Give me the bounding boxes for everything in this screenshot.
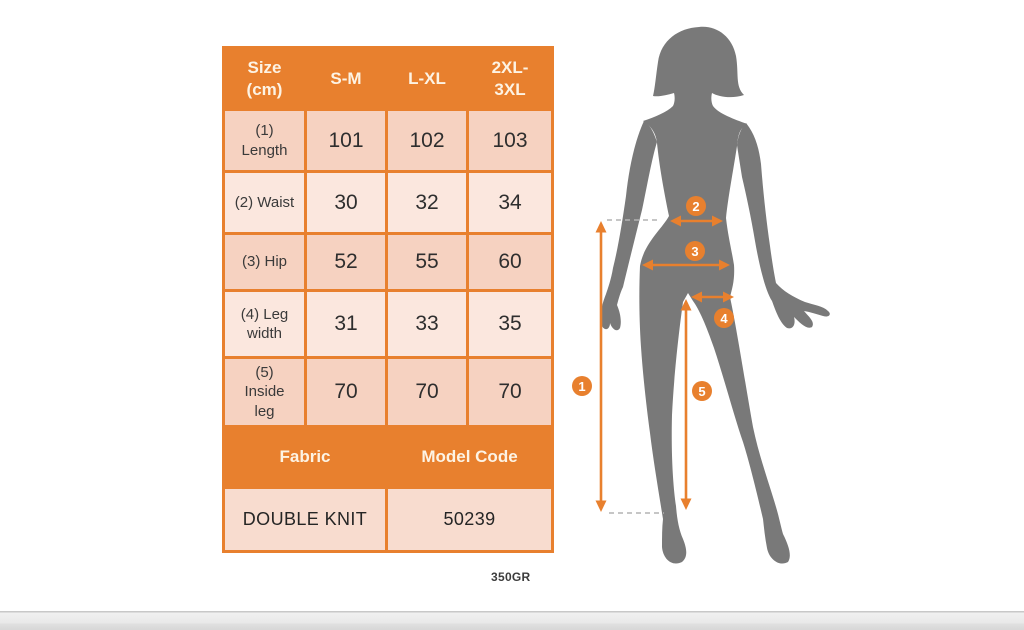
cell-leg-width-2xl3xl: 35 xyxy=(468,291,553,358)
size-chart-table xyxy=(222,46,554,553)
header-line: (cm) xyxy=(246,79,283,99)
cell-inside-leg-sm: 70 xyxy=(306,358,387,427)
cell-waist-2xl3xl: 34 xyxy=(468,172,553,234)
column-header-s-m xyxy=(306,48,387,110)
column-header-2xl-3xl xyxy=(468,48,553,110)
measurement-arrow-5-inside-leg xyxy=(681,299,692,510)
row-label-leg-width xyxy=(224,291,306,358)
cell-length-sm: 101 xyxy=(306,110,387,172)
table-row-waist xyxy=(224,172,553,234)
cell-inside-leg-lxl: 70 xyxy=(387,358,468,427)
header-line: Size xyxy=(247,58,282,78)
column-header-l-xl xyxy=(387,48,468,110)
horizontal-scrollbar[interactable] xyxy=(0,611,1024,630)
cell-length-lxl: 102 xyxy=(387,110,468,172)
weight-note: 350GR xyxy=(491,570,531,584)
cell-hip-lxl: 55 xyxy=(387,234,468,291)
measurement-arrow-1-length xyxy=(596,221,607,512)
label-line: (2) Waist xyxy=(234,193,295,211)
table-row-length xyxy=(224,110,553,172)
marker-badge-5: 5 xyxy=(692,381,712,401)
label-line: Length xyxy=(241,141,288,159)
cell-hip-2xl3xl: 60 xyxy=(468,234,553,291)
row-label-waist xyxy=(224,172,306,234)
header-line: L-XL xyxy=(408,68,446,88)
table-row-inside-leg xyxy=(224,358,553,427)
marker-badge-3: 3 xyxy=(685,241,705,261)
row-label-inside-leg xyxy=(224,358,306,427)
fabric-header: Fabric xyxy=(224,427,387,488)
cell-waist-sm: 30 xyxy=(306,172,387,234)
cell-leg-width-sm: 31 xyxy=(306,291,387,358)
marker-badge-4: 4 xyxy=(714,308,734,328)
label-line: (4) Leg xyxy=(240,305,289,323)
row-label-hip xyxy=(224,234,306,291)
label-line: leg xyxy=(254,402,275,420)
cell-inside-leg-2xl3xl: 70 xyxy=(468,358,553,427)
table-row-hip xyxy=(224,234,553,291)
label-line: (5) xyxy=(255,363,274,381)
label-line: (3) Hip xyxy=(241,253,287,271)
cell-leg-width-lxl: 33 xyxy=(387,291,468,358)
label-line: width xyxy=(246,325,283,342)
marker-badge-1: 1 xyxy=(572,376,592,396)
table-row-fabric-model xyxy=(224,488,553,552)
fabric-value: DOUBLE KNIT xyxy=(224,488,387,552)
model-code-header: Model Code xyxy=(387,427,553,488)
header-line: S-M xyxy=(330,68,362,88)
column-header-size-cm xyxy=(224,48,306,110)
marker-badge-2: 2 xyxy=(686,196,706,216)
table-row-leg-width xyxy=(224,291,553,358)
cell-waist-lxl: 32 xyxy=(387,172,468,234)
cell-length-2xl3xl: 103 xyxy=(468,110,553,172)
label-line: Inside xyxy=(244,383,285,401)
header-line: 2XL- xyxy=(491,58,529,78)
body-silhouette xyxy=(600,27,829,564)
header-line: 3XL xyxy=(494,79,526,99)
body-measurement-figure xyxy=(560,0,860,630)
model-code-value: 50239 xyxy=(387,488,553,552)
cell-hip-sm: 52 xyxy=(306,234,387,291)
label-line: (1) xyxy=(255,122,274,139)
row-label-length xyxy=(224,110,306,172)
